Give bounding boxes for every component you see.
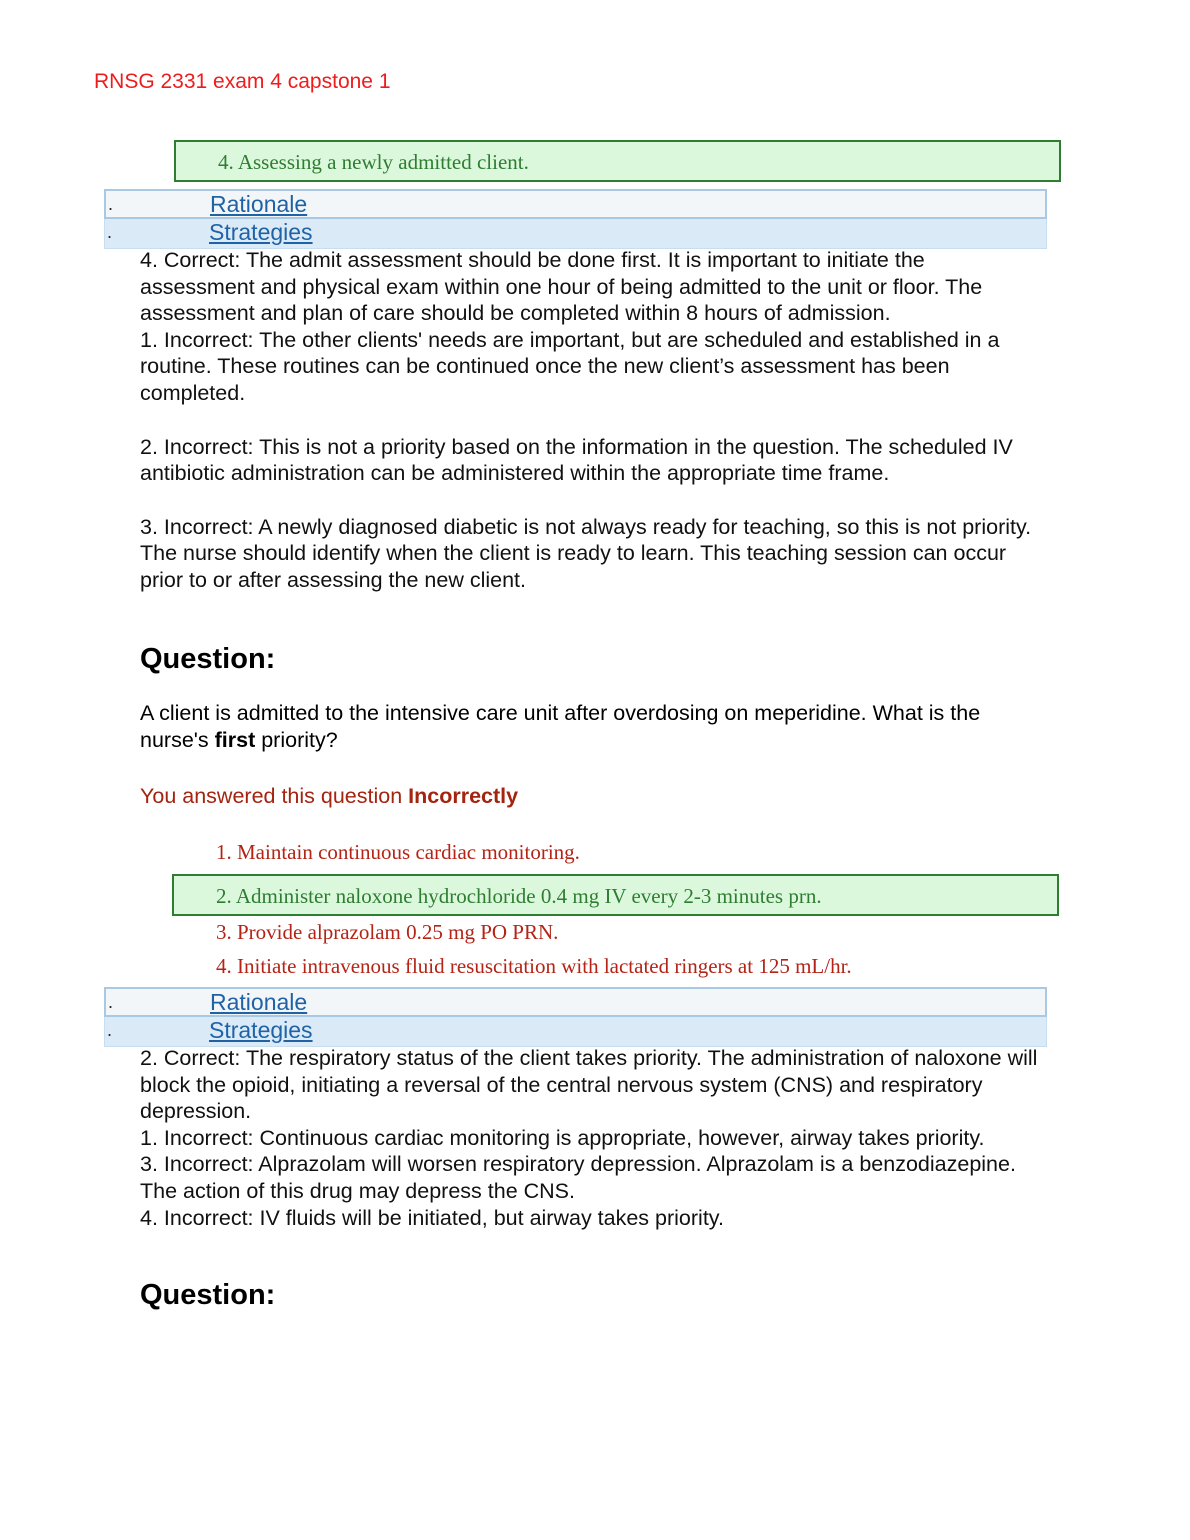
question-heading: Question: bbox=[140, 643, 276, 675]
rationale-paragraph: 1. Incorrect: The other clients' needs are important, but are scheduled and established in a routine. These routines can be continued once the new client’s assessment has been completed. bbox=[140, 327, 1000, 405]
answer-option-3[interactable]: 3. Provide alprazolam 0.25 mg PO PRN. bbox=[216, 920, 559, 944]
tab-bullet: . bbox=[107, 222, 113, 242]
rationale-link[interactable]: Rationale bbox=[210, 191, 308, 217]
tab-bullet: . bbox=[108, 992, 114, 1012]
rationale-paragraph: 3. Incorrect: Alprazolam will worsen respiratory depression. Alprazolam is a benzodiazepine. The action of this drug may depress the CNS. bbox=[140, 1152, 1016, 1203]
answer-option-1[interactable]: 1. Maintain continuous cardiac monitoring. bbox=[216, 840, 580, 864]
strategies-link[interactable]: Strategies bbox=[209, 219, 313, 245]
tab-bullet: . bbox=[108, 194, 114, 214]
rationale-paragraph: 2. Incorrect: This is not a priority based on the information in the question. The scheduled IV antibiotic administration can be administered within the appropriate time frame. bbox=[140, 434, 1013, 486]
tab-bullet: . bbox=[107, 1020, 113, 1040]
rationale-link[interactable]: Rationale bbox=[210, 989, 308, 1015]
question-text-part: priority? bbox=[255, 728, 338, 752]
rationale-paragraph: 1. Incorrect: Continuous cardiac monitoring is appropriate, however, airway takes priority. bbox=[140, 1125, 985, 1150]
rationale-paragraph: 4. Correct: The admit assessment should be done first. It is important to initiate the assessment and physical exam within one hour of being admitted to the unit or floor. The assessment and plan of care should be completed within 8 hours of admission. bbox=[140, 248, 983, 326]
rationale-text bbox=[140, 1045, 1040, 1231]
question-text-part: A client is admitted to the intensive care unit after overdosing on meperidine. What is the nurse's bbox=[140, 701, 981, 752]
rationale-text bbox=[140, 247, 1040, 594]
result-status: Incorrectly bbox=[408, 784, 519, 808]
question-emphasis: first bbox=[214, 728, 256, 752]
rationale-paragraph: 2. Correct: The respiratory status of the client takes priority. The administration of naloxone will block the opioid, initiating a reversal of the central nervous system (CNS) and respiratory depression. bbox=[140, 1046, 1038, 1124]
rationale-paragraph: 3. Incorrect: A newly diagnosed diabetic is not always ready for teaching, so this is not priority. The nurse should identify when the client is ready to learn. This teaching session can occur prior to or after assessing the new client. bbox=[140, 514, 1032, 592]
result-prefix: You answered this question bbox=[140, 784, 409, 808]
strategies-link[interactable]: Strategies bbox=[209, 1017, 313, 1043]
answer-option-4[interactable]: 4. Initiate intravenous fluid resuscitation with lactated ringers at 125 mL/hr. bbox=[216, 954, 852, 978]
strategies-tab[interactable] bbox=[104, 219, 1047, 249]
correct-answer-text: 4. Assessing a newly admitted client. bbox=[218, 150, 529, 174]
rationale-paragraph: 4. Incorrect: IV fluids will be initiated, but airway takes priority. bbox=[140, 1205, 724, 1230]
correct-answer-option[interactable] bbox=[174, 140, 1061, 182]
document-header: RNSG 2331 exam 4 capstone 1 bbox=[94, 70, 391, 93]
rationale-tab[interactable] bbox=[104, 987, 1047, 1017]
question-heading: Question: bbox=[140, 1279, 276, 1311]
correct-answer-option[interactable] bbox=[172, 874, 1059, 916]
strategies-tab[interactable] bbox=[104, 1017, 1047, 1047]
question-text bbox=[140, 700, 1040, 754]
correct-answer-text: 2. Administer naloxone hydrochloride 0.4 mg IV every 2-3 minutes prn. bbox=[216, 884, 822, 908]
answer-result bbox=[140, 784, 518, 809]
rationale-tab[interactable] bbox=[104, 189, 1047, 219]
